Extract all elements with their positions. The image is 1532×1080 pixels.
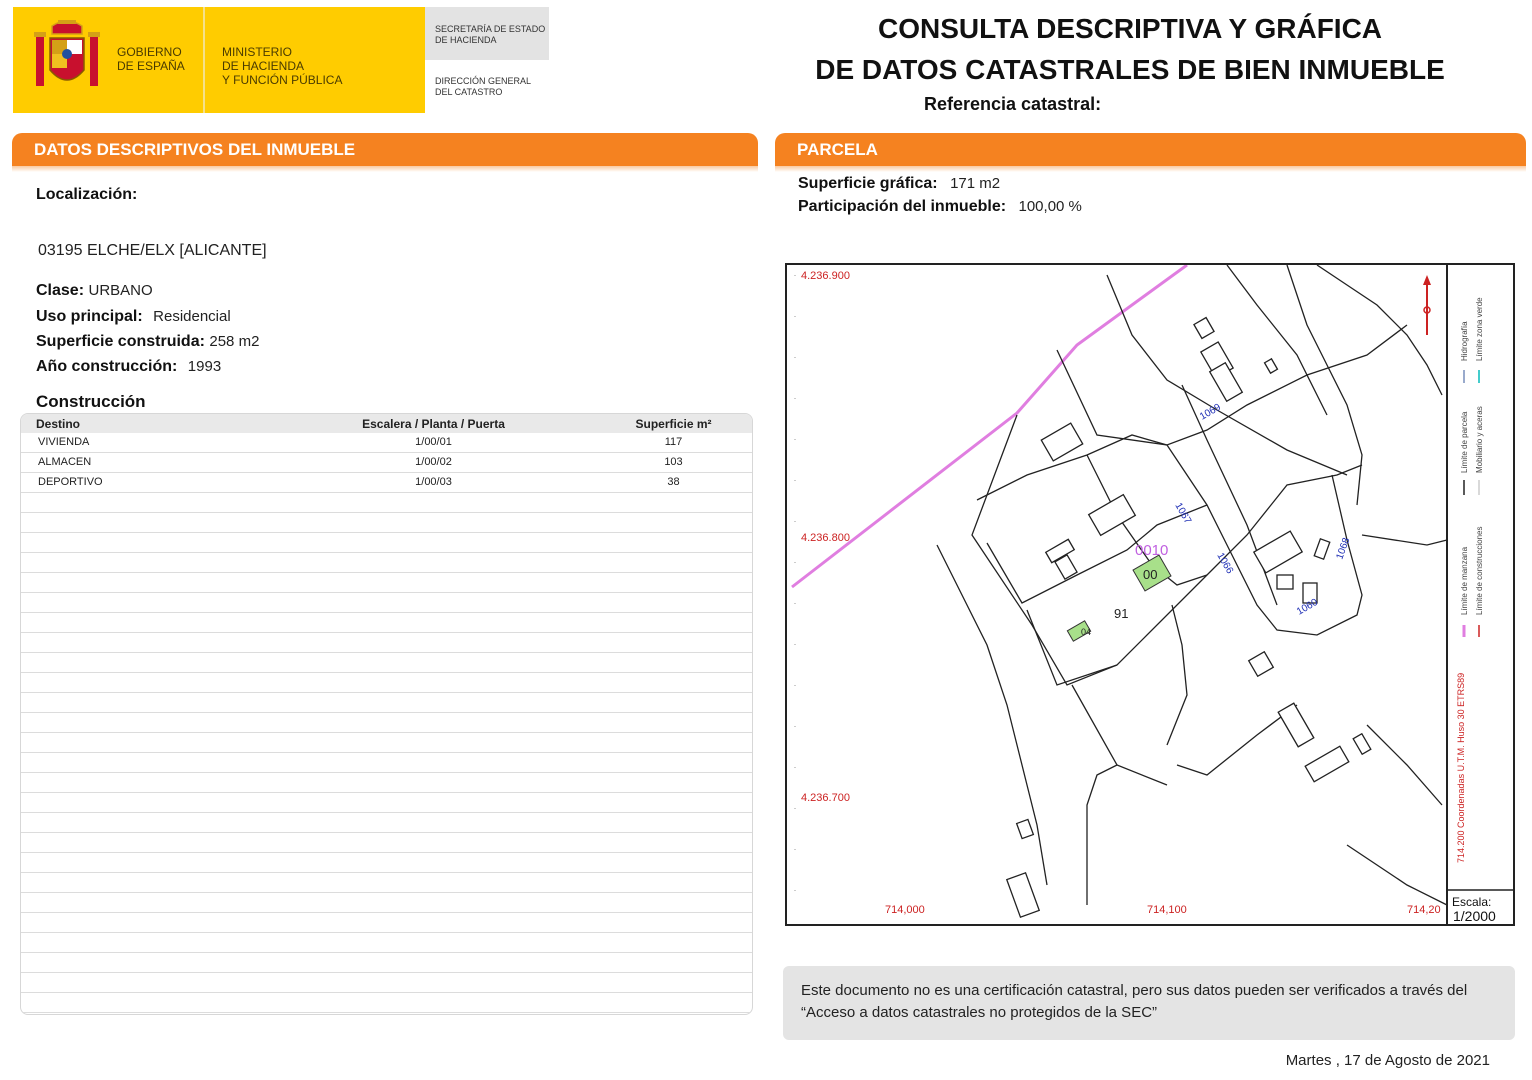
row-superficie: 103 xyxy=(664,456,683,468)
table-row-empty xyxy=(21,713,752,733)
section-parcela: PARCELA xyxy=(775,133,1526,166)
table-row-empty xyxy=(21,513,752,533)
table-row xyxy=(21,433,752,453)
ministerio-text xyxy=(222,45,342,87)
table-row-empty xyxy=(21,993,752,1013)
row-destino: ALMACEN xyxy=(38,456,92,468)
row-superficie: 117 xyxy=(664,436,683,448)
gov-line-1: GOBIERNO xyxy=(117,45,182,59)
anio-value: 1993 xyxy=(187,358,222,375)
escala-value: 1/2000 xyxy=(1453,908,1496,924)
disclaimer-note: Este documento no es una certificación catastral, pero sus datos pueden ser verificados a través del “Acceso a datos catastrales no protegidos de la SEC” xyxy=(783,966,1515,1040)
table-body xyxy=(21,433,752,1015)
row-escalera: 1/00/01 xyxy=(415,436,452,448)
header-destino: Destino xyxy=(36,417,81,431)
participacion-label: Participación del inmueble: xyxy=(798,198,1007,215)
legend-manzana: Límite de manzana xyxy=(1460,546,1469,615)
street-number-3: 1066 xyxy=(1214,551,1236,576)
table-row-empty xyxy=(21,673,752,693)
x-coord-mid: 714,100 xyxy=(1147,904,1187,916)
row-destino: VIVIENDA xyxy=(38,436,90,448)
table-row-empty xyxy=(21,733,752,753)
legend-hidrografia: Hidrografía xyxy=(1460,321,1469,361)
north-arrow-icon xyxy=(1423,275,1431,335)
table-row-empty xyxy=(21,593,752,613)
dir-line-2: DEL CATASTRO xyxy=(435,87,503,97)
parcel-label: 0010 xyxy=(1135,542,1169,559)
gobierno-text xyxy=(117,45,185,73)
small-label: 04 xyxy=(1081,627,1092,637)
participacion-row xyxy=(798,198,1082,216)
table-row-empty xyxy=(21,773,752,793)
table-row-empty xyxy=(21,493,752,513)
table-row-empty xyxy=(21,573,752,593)
clase-row xyxy=(36,282,153,300)
document-title xyxy=(780,8,1480,90)
logo-separator xyxy=(203,7,205,113)
map-legend xyxy=(1456,297,1484,863)
localizacion-value: 03195 ELCHE/ELX [ALICANTE] xyxy=(38,242,267,259)
superficie-grafica-value: 171 m2 xyxy=(950,175,1001,192)
table-row-empty xyxy=(21,953,752,973)
map-drawing xyxy=(787,265,1513,924)
document-date: Martes , 17 de Agosto de 2021 xyxy=(1285,1052,1490,1069)
anio-row xyxy=(36,358,221,376)
table-row-empty xyxy=(21,753,752,773)
clase-value: URBANO xyxy=(88,282,153,299)
lot-label: 91 xyxy=(1114,606,1129,621)
table-row-empty xyxy=(21,813,752,833)
sec-line-1: SECRETARÍA DE ESTADO xyxy=(435,24,546,34)
legend-zona-verde: Límite zona verde xyxy=(1475,297,1484,361)
table-row-empty xyxy=(21,553,752,573)
building-label: 00 xyxy=(1143,567,1158,582)
street-number-4: 1068 xyxy=(1334,536,1353,562)
superficie-grafica-label: Superficie gráfica: xyxy=(798,175,938,192)
header-escalera: Escalera / Planta / Puerta xyxy=(362,417,505,431)
participacion-value: 100,00 % xyxy=(1018,198,1082,215)
street-number-5: 1060 xyxy=(1295,596,1320,618)
y-coord-mid: 4.236.800 xyxy=(801,532,850,544)
table-row-empty xyxy=(21,693,752,713)
table-row-empty xyxy=(21,893,752,913)
table-row-empty xyxy=(21,973,752,993)
table-row xyxy=(21,473,752,493)
manzana-boundary xyxy=(792,265,1187,587)
referencia-catastral-label: Referencia catastral: xyxy=(924,94,1102,114)
row-escalera: 1/00/03 xyxy=(415,476,452,488)
table-row-empty xyxy=(21,613,752,633)
direccion-text xyxy=(435,76,531,98)
table-row-empty xyxy=(21,933,752,953)
table-row-empty xyxy=(21,873,752,893)
localizacion-label: Localización: xyxy=(36,186,138,203)
legend-construcciones: Límite de construcciones xyxy=(1475,526,1484,615)
dir-line-1: DIRECCIÓN GENERAL xyxy=(435,76,532,86)
table-row-empty xyxy=(21,833,752,853)
coat-of-arms-icon xyxy=(28,18,106,98)
gov-line-2: DE ESPAÑA xyxy=(117,59,185,73)
table-row-empty xyxy=(21,633,752,653)
table-row-empty xyxy=(21,1013,752,1015)
uso-row xyxy=(36,308,231,326)
superficie-row xyxy=(36,333,259,351)
table-row xyxy=(21,453,752,473)
uso-value: Residencial xyxy=(153,308,231,325)
secretaria-text xyxy=(435,24,545,46)
table-row-empty xyxy=(21,853,752,873)
escala-label: Escala: xyxy=(1452,895,1492,909)
y-coord-top: 4.236.900 xyxy=(801,270,850,282)
street-number-1: 1069 xyxy=(1198,401,1223,423)
clase-label: Clase: xyxy=(36,282,85,299)
cadastral-map[interactable] xyxy=(785,263,1515,926)
superficie-value: 258 m2 xyxy=(209,333,260,350)
construccion-table xyxy=(20,413,753,1015)
legend-parcela: Límite de parcela xyxy=(1460,411,1469,473)
section-datos-descriptivos: DATOS DESCRIPTIVOS DEL INMUEBLE xyxy=(12,133,758,166)
header-superficie: Superficie m² xyxy=(635,417,712,431)
superficie-label: Superficie construida: xyxy=(36,333,205,350)
x-coord-right: 714,20 xyxy=(1407,904,1441,916)
superficie-grafica-row xyxy=(798,175,1000,193)
table-header xyxy=(21,414,752,433)
row-superficie: 38 xyxy=(667,476,680,488)
min-line-1: MINISTERIO xyxy=(222,45,293,59)
title-line-2: DE DATOS CATASTRALES DE BIEN INMUEBLE xyxy=(815,54,1445,85)
table-row-empty xyxy=(21,793,752,813)
table-row-empty xyxy=(21,653,752,673)
construccion-title: Construcción xyxy=(36,392,146,411)
section-shadow xyxy=(775,166,1526,172)
parcel-lines xyxy=(937,265,1447,905)
table-row-empty xyxy=(21,533,752,553)
row-escalera: 1/00/02 xyxy=(415,456,452,468)
coords-note: 714.200 Coordenadas U.T.M. Huso 30 ETRS89 xyxy=(1456,672,1466,863)
street-number-2: 1067 xyxy=(1172,501,1194,526)
table-row-empty xyxy=(21,913,752,933)
uso-label: Uso principal: xyxy=(36,308,143,325)
legend-mobiliario: Mobiliario y aceras xyxy=(1475,406,1484,473)
anio-label: Año construcción: xyxy=(36,358,178,375)
sec-line-2: DE HACIENDA xyxy=(435,35,497,45)
row-destino: DEPORTIVO xyxy=(38,476,103,488)
section-shadow xyxy=(12,166,758,172)
title-line-1: CONSULTA DESCRIPTIVA Y GRÁFICA xyxy=(877,13,1383,44)
y-coord-bottom: 4.236.700 xyxy=(801,792,850,804)
buildings xyxy=(1007,318,1371,918)
min-line-2: DE HACIENDA xyxy=(222,59,305,73)
min-line-3: Y FUNCIÓN PÚBLICA xyxy=(222,73,343,87)
x-coord-left: 714,000 xyxy=(885,904,925,916)
